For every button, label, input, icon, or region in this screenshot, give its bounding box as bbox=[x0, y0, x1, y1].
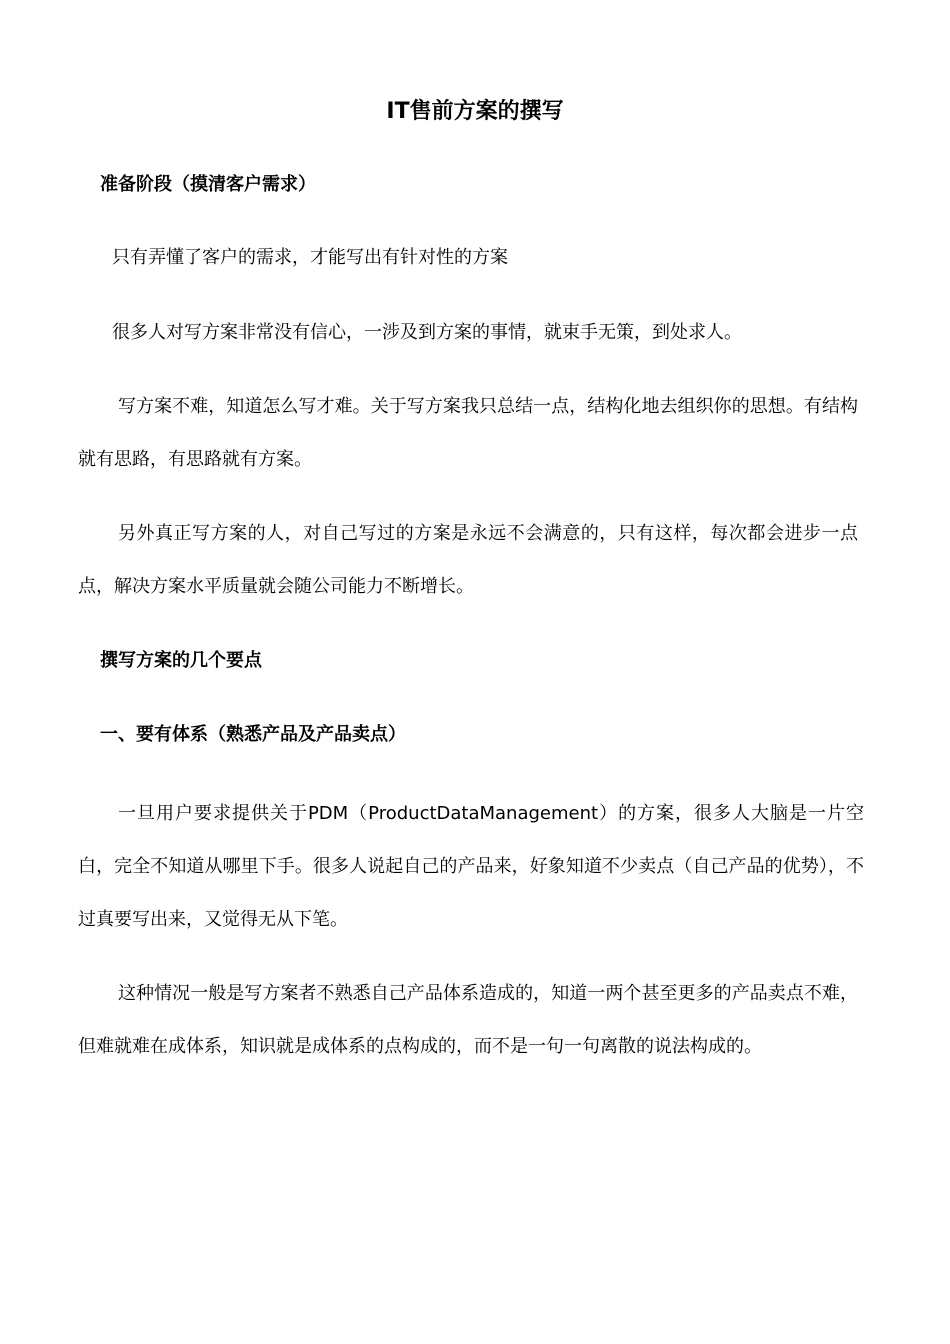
paragraph-5: 一旦用户要求提供关于PDM（ProductDataManagement）的方案，很多人大脑是一片空白，完全不知道从哪里下手。很多人说起自己的产品来，好象知道不少卖点（自己产品的优势），不过真要写出来，又觉得无从下笔。 bbox=[78, 803, 864, 930]
paragraph-6: 这种情况一般是写方案者不熟悉自己产品体系造成的，知道一两个甚至更多的产品卖点不难，但难就难在成体系，知识就是成体系的点构成的，而不是一句一句离散的说法构成的。 bbox=[78, 983, 858, 1057]
document-title: IT售前方案的撰写 bbox=[386, 99, 564, 124]
paragraph-4: 另外真正写方案的人，对自己写过的方案是永远不会满意的，只有这样，每次都会进步一点点，解决方案水平质量就会随公司能力不断增长。 bbox=[78, 523, 858, 597]
section-heading-preparation: 准备阶段（摸清客户需求） bbox=[100, 174, 316, 195]
paragraph-2: 很多人对写方案非常没有信心，一涉及到方案的事情，就束手无策，到处求人。 bbox=[112, 322, 742, 343]
paragraph-1: 只有弄懂了客户的需求，才能写出有针对性的方案 bbox=[112, 247, 508, 268]
paragraph-3: 写方案不难，知道怎么写才难。关于写方案我只总结一点，结构化地去组织你的思想。有结构就有思路，有思路就有方案。 bbox=[78, 396, 858, 470]
section-heading-system: 一、要有体系（熟悉产品及产品卖点） bbox=[100, 724, 406, 745]
section-heading-key-points: 撰写方案的几个要点 bbox=[100, 650, 262, 671]
